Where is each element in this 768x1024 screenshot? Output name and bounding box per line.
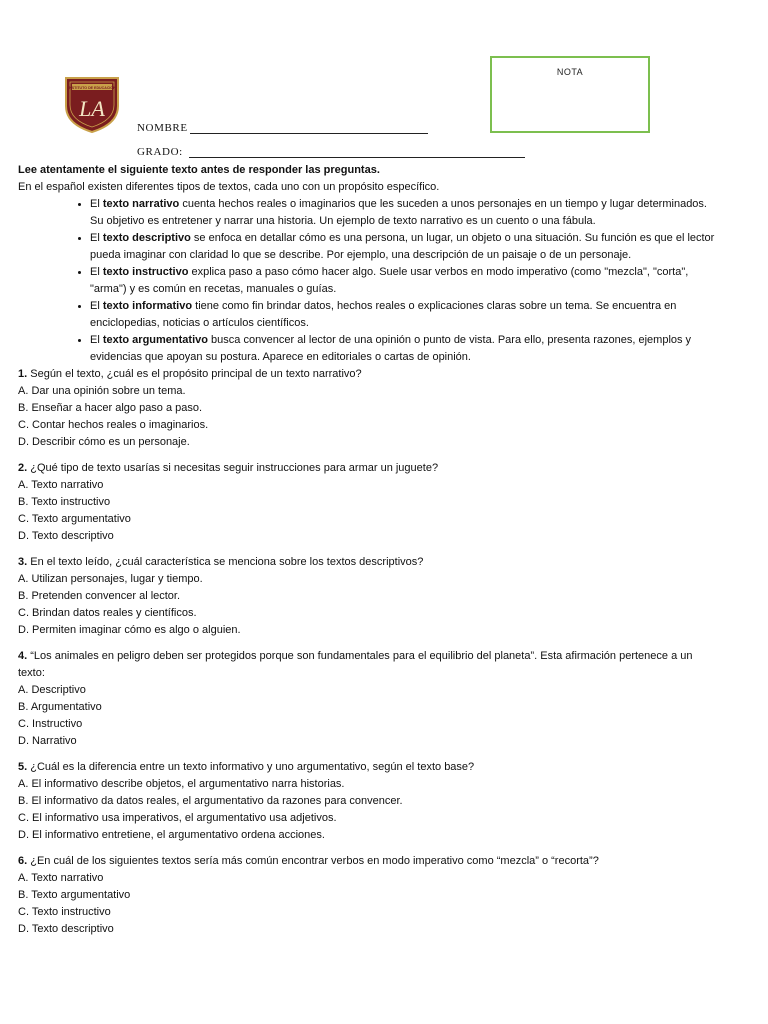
answer-option[interactable]: D. Permiten imaginar cómo es algo o alguien. [18, 624, 241, 636]
answer-option[interactable]: B. Enseñar a hacer algo paso a paso. [18, 402, 203, 414]
answer-option[interactable]: A. El informativo describe objetos, el argumentativo narra historias. [18, 778, 345, 790]
school-crest-logo [60, 72, 124, 134]
text-type-term: texto descriptivo [102, 232, 191, 244]
name-label: NOMBRE [137, 122, 188, 134]
text-type-item: • El texto informativo tiene como fin brindar datos, hechos reales o explicaciones claras sobre un tema. Se encuentra en enciclopedias, noticias o artículos científicos. [90, 298, 718, 332]
question-6: 6. ¿En cuál de los siguientes textos sería más común encontrar verbos en modo imperativo como “mezcla” o “recorta”? A. Texto narrativo B. Texto argumentativo C. Texto instructivo D. Texto descriptivo [18, 853, 718, 938]
answer-option[interactable]: B. Argumentativo [18, 701, 102, 713]
grade-line[interactable] [189, 145, 525, 158]
question-text: ¿En cuál de los siguientes textos sería más común encontrar verbos en modo imperativo como “mezcla” o “recorta”? [27, 855, 599, 867]
worksheet-content [18, 162, 718, 938]
answer-option[interactable]: C. Texto argumentativo [18, 513, 131, 525]
grade-field[interactable] [137, 145, 525, 158]
text-type-term: texto instructivo [102, 266, 189, 278]
answer-option[interactable]: B. Texto argumentativo [18, 889, 131, 901]
text-types-list [18, 196, 718, 366]
text-type-term: texto narrativo [102, 198, 180, 210]
answer-option[interactable]: D. Narrativo [18, 735, 77, 747]
answer-option[interactable]: A. Texto narrativo [18, 872, 104, 884]
answer-option[interactable]: A. Utilizan personajes, lugar y tiempo. [18, 573, 203, 585]
intro-lead: En el español existen diferentes tipos de textos, cada uno con un propósito específico. [18, 181, 440, 193]
name-line[interactable] [190, 121, 428, 134]
logo-initials: LA [79, 96, 105, 121]
grade-label: GRADO: [137, 146, 183, 158]
answer-option[interactable]: A. Texto narrativo [18, 479, 104, 491]
text-type-item: • El texto argumentativo busca convencer al lector de una opinión o punto de vista. Para ello, presenta razones, ejemplos y evidencias que apoyan su postura. Aparece en editoriales o cartas de opinión. [90, 332, 718, 366]
question-5: 5. ¿Cuál es la diferencia entre un texto informativo y uno argumentativo, según el texto base? A. El informativo describe objetos, el argumentativo narra historias. B. El informativo da datos reales, el argumentativo da razones para convencer. C. El informativo usa imperativos, el argumentativo usa adjetivos. D. El informativo entretiene, el argumentativo ordena acciones. [18, 759, 718, 844]
question-text: Según el texto, ¿cuál es el propósito principal de un texto narrativo? [27, 368, 362, 380]
question-text: ¿Qué tipo de texto usarías si necesitas seguir instrucciones para armar un juguete? [27, 462, 439, 474]
question-text: “Los animales en peligro deben ser protegidos porque son fundamentales para el equilibrio del planeta”. Esta afirmación pertenece a un texto: [18, 650, 693, 679]
answer-option[interactable]: B. Pretenden convencer al lector. [18, 590, 181, 602]
text-type-term: texto argumentativo [102, 334, 208, 346]
question-4: 4. “Los animales en peligro deben ser protegidos porque son fundamentales para el equilibrio del planeta”. Esta afirmación pertenece a un texto: A. Descriptivo B. Argumentativo C. Instructivo D. Narrativo [18, 648, 718, 750]
answer-option[interactable]: D. Describir cómo es un personaje. [18, 436, 190, 448]
question-1: 1. Según el texto, ¿cuál es el propósito principal de un texto narrativo? A. Dar una opinión sobre un tema. B. Enseñar a hacer algo paso a paso. C. Contar hechos reales o imaginarios. D. Describir cómo es un personaje. [18, 366, 718, 451]
answer-option[interactable]: C. Texto instructivo [18, 906, 111, 918]
text-type-item: • El texto descriptivo se enfoca en detallar cómo es una persona, un lugar, un objeto o una situación. Su función es que el lector pueda imaginar con claridad lo que se describe. Por ejemplo, una descripción de un paisaje o de un personaje. [90, 230, 718, 264]
text-type-term: texto informativo [102, 300, 193, 312]
logo-text: INSTITUTO DE EDUCACION [68, 85, 116, 90]
name-field[interactable] [137, 121, 428, 134]
nota-label: NOTA [556, 67, 584, 77]
answer-option[interactable]: D. El informativo entretiene, el argumentativo ordena acciones. [18, 829, 325, 841]
answer-option[interactable]: C. Contar hechos reales o imaginarios. [18, 419, 209, 431]
question-3: 3. En el texto leído, ¿cuál característica se menciona sobre los textos descriptivos? A. Utilizan personajes, lugar y tiempo. B. Pretenden convencer al lector. C. Brindan datos reales y científicos. D. Permiten imaginar cómo es algo o alguien. [18, 554, 718, 639]
question-text: En el texto leído, ¿cuál característica se menciona sobre los textos descriptivos? [27, 556, 424, 568]
instructions-title: Lee atentamente el siguiente texto antes de responder las preguntas. [18, 164, 380, 176]
answer-option[interactable]: D. Texto descriptivo [18, 530, 114, 542]
answer-option[interactable]: B. Texto instructivo [18, 496, 111, 508]
answer-option[interactable]: D. Texto descriptivo [18, 923, 114, 935]
question-text: ¿Cuál es la diferencia entre un texto informativo y uno argumentativo, según el texto base? [27, 761, 475, 773]
grade-box[interactable] [490, 56, 650, 133]
answer-option[interactable]: B. El informativo da datos reales, el argumentativo da razones para convencer. [18, 795, 403, 807]
answer-option[interactable]: C. El informativo usa imperativos, el argumentativo usa adjetivos. [18, 812, 337, 824]
answer-option[interactable]: A. Dar una opinión sobre un tema. [18, 385, 186, 397]
question-2: 2. ¿Qué tipo de texto usarías si necesitas seguir instrucciones para armar un juguete? A. Texto narrativo B. Texto instructivo C. Texto argumentativo D. Texto descriptivo [18, 460, 718, 545]
answer-option[interactable]: C. Brindan datos reales y científicos. [18, 607, 197, 619]
text-type-item: • El texto instructivo explica paso a paso cómo hacer algo. Suele usar verbos en modo imperativo (como "mezcla", "corta", "arma") y es común en recetas, manuales o guías. [90, 264, 718, 298]
answer-option[interactable]: A. Descriptivo [18, 684, 86, 696]
text-type-item: • El texto narrativo cuenta hechos reales o imaginarios que les suceden a unos personajes en un tiempo y lugar determinados. Su objetivo es entretener y narrar una historia. Un ejemplo de texto narrativo es un cuento o una fábula. [90, 196, 718, 230]
answer-option[interactable]: C. Instructivo [18, 718, 83, 730]
